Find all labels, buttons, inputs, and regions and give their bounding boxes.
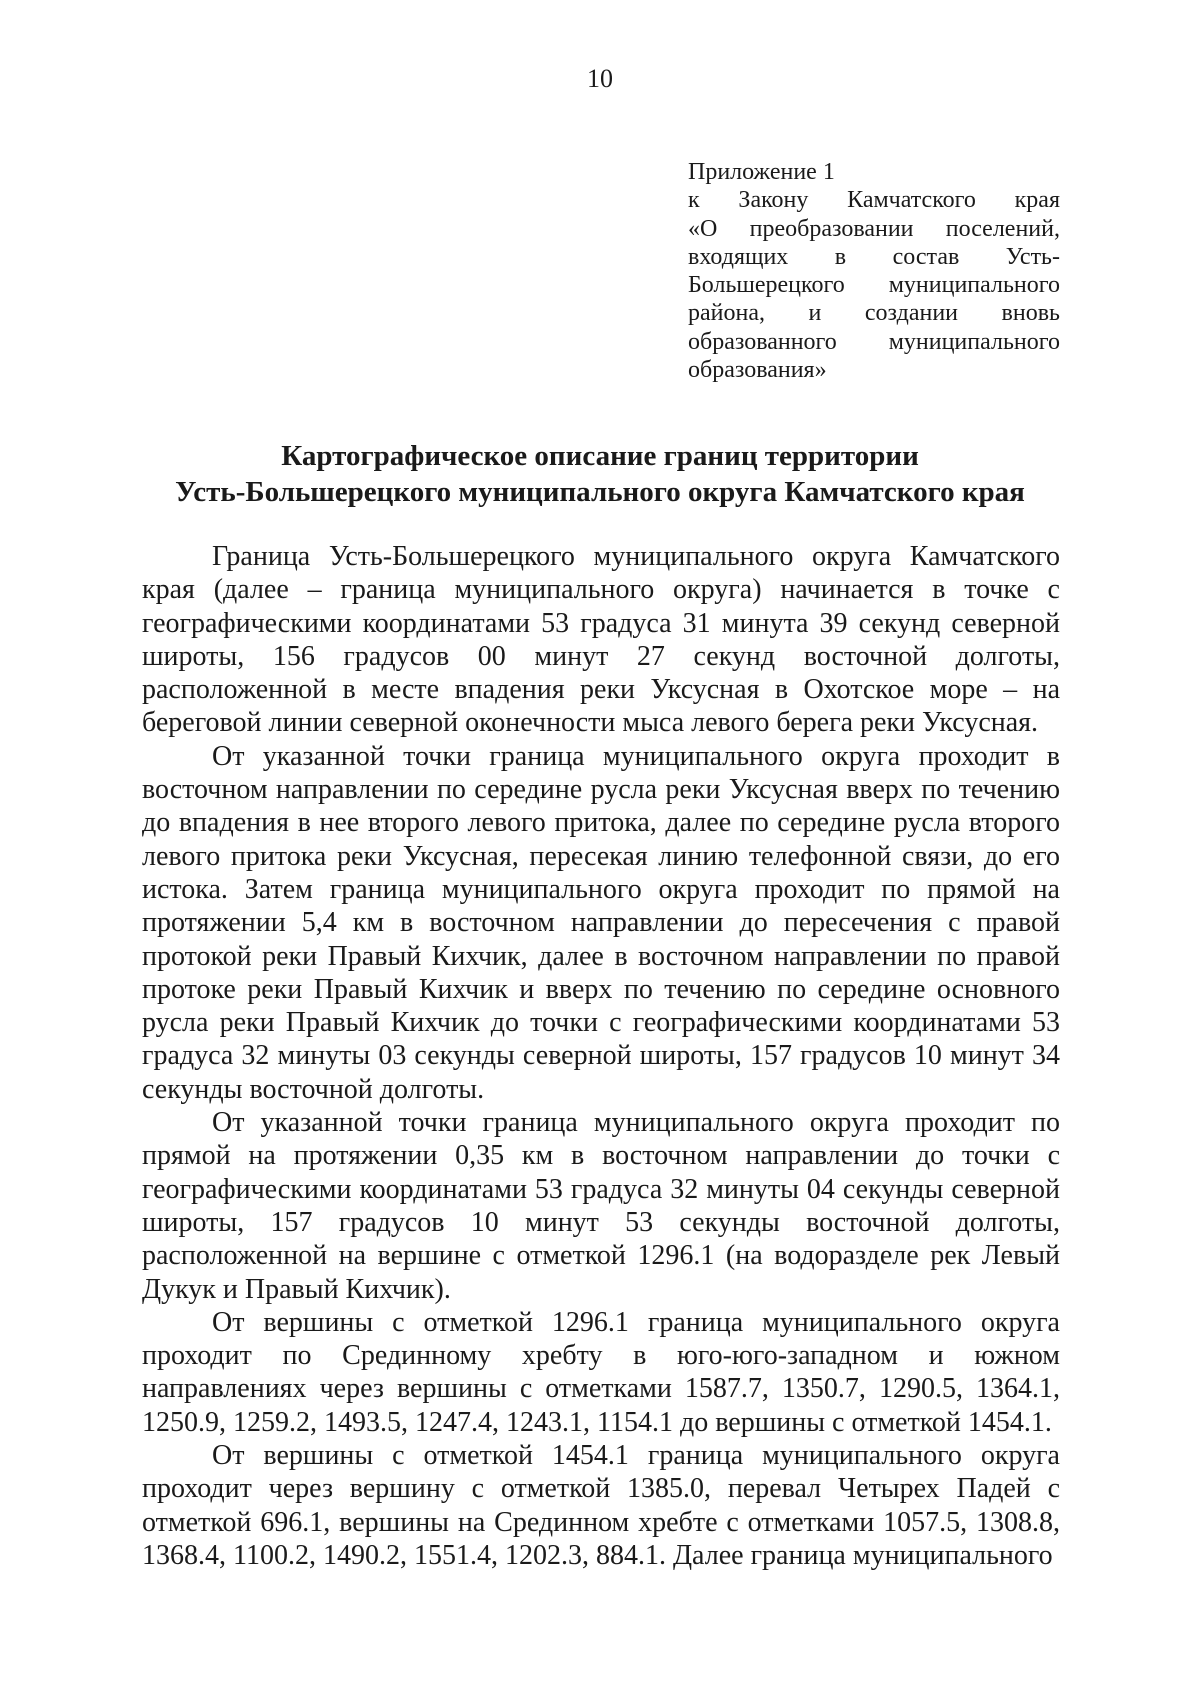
body-paragraph: От указанной точки граница муниципального округа проходит по прямой на протяжении 0,35 км в восточном направлении до точки с географическими координатами 53 градуса 32 минуты 04 секунды северной широты, 157 градусов 10 минут 53 секунды восточной долготы, расположенной на вершине с отметкой 1296.1 (на водоразделе рек Левый Дукук и Правый Кихчик). bbox=[142, 1107, 1060, 1305]
appendix-line: к Закону Камчатского края bbox=[688, 187, 1060, 214]
body-paragraph: От указанной точки граница муниципального округа проходит в восточном направлении по середине русла реки Уксусная вверх по течению до впадения в нее второго левого притока, далее по середине русла второго левого притока реки Уксусная, пересекая линию телефонной связи, до его истока. Затем граница муниципального округа проходит по прямой на протяжении 5,4 км в восточном направлении до пересечения с правой протокой реки Правый Кихчик, далее в восточном направлении по правой протоке реки Правый Кихчик и вверх по течению по середине основного русла реки Правый Кихчик до точки с географическими координатами 53 градуса 32 минуты 03 секунды северной широты, 157 градусов 10 минут 34 секунды восточной долготы. bbox=[142, 740, 1060, 1105]
appendix-line: образованного муниципального bbox=[688, 328, 1060, 355]
page-number: 10 bbox=[587, 64, 613, 93]
document-title bbox=[120, 438, 1080, 510]
appendix-line: образования» bbox=[688, 357, 827, 384]
document-body bbox=[142, 540, 1060, 1572]
appendix-line: входящих в состав Усть- bbox=[688, 243, 1060, 270]
body-paragraph: Граница Усть-Большерецкого муниципального округа Камчатского края (далее – граница муниципального округа) начинается в точке с географическими координатами 53 градуса 31 минута 39 секунд северной широты, 156 градусов 00 минут 27 секунд восточной долготы, расположенной в месте впадения реки Уксусная в Охотское море – на береговой линии северной оконечности мыса левого берега реки Уксусная. bbox=[142, 541, 1060, 739]
document-title-line-1: Картографическое описание границ территории bbox=[281, 440, 919, 472]
appendix-line: района, и создании вновь bbox=[688, 300, 1060, 327]
appendix-header bbox=[688, 158, 1060, 384]
appendix-line: Приложение 1 bbox=[688, 159, 835, 185]
body-paragraph: От вершины с отметкой 1454.1 граница муниципального округа проходит через вершину с отметкой 1385.0, перевал Четырех Падей с отметкой 696.1, вершины на Срединном хребте с отметками 1057.5, 1308.8, 1368.4, 1100.2, 1490.2, 1551.4, 1202.3, 884.1. Далее граница муниципального bbox=[142, 1440, 1060, 1571]
appendix-line: Большерецкого муниципального bbox=[688, 272, 1060, 299]
appendix-line: «О преобразовании поселений, bbox=[688, 215, 1060, 242]
document-title-line-2: Усть-Большерецкого муниципального округа Камчатского края bbox=[175, 476, 1025, 508]
body-paragraph: От вершины с отметкой 1296.1 граница муниципального округа проходит по Срединному хребту в юго-юго-западном и южном направлениях через вершины с отметками 1587.7, 1350.7, 1290.5, 1364.1, 1250.9, 1259.2, 1493.5, 1247.4, 1243.1, 1154.1 до вершины с отметкой 1454.1. bbox=[142, 1306, 1060, 1438]
